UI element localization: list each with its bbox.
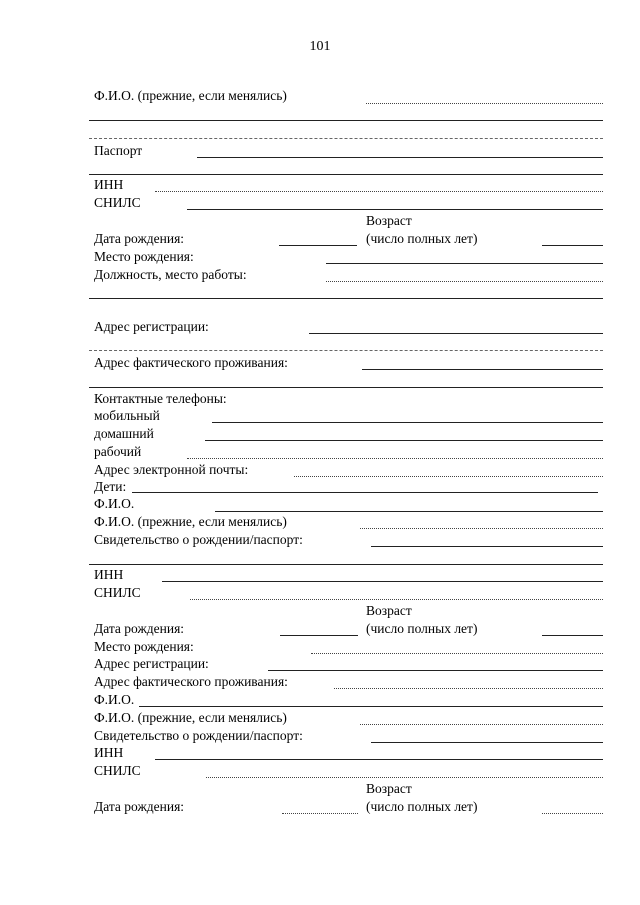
field-child1-age[interactable] [542, 635, 603, 636]
label-email: Адрес электронной почты: [94, 462, 249, 477]
label-child1-reg-address: Адрес регистрации: [94, 656, 209, 671]
field-child1-snils[interactable] [190, 599, 603, 600]
field-actual-address[interactable] [362, 369, 603, 370]
label-child2-full-years: (число полных лет) [366, 799, 478, 814]
field-age[interactable] [542, 245, 603, 246]
field-passport[interactable] [197, 157, 603, 158]
label-child1-fio-previous: Ф.И.О. (прежние, если менялись) [94, 514, 287, 529]
field-position-work-line2[interactable] [89, 298, 603, 299]
field-email[interactable] [294, 476, 603, 477]
label-reg-address: Адрес регистрации: [94, 319, 209, 334]
label-child1-snils: СНИЛС [94, 585, 141, 600]
field-fio-previous-line2[interactable] [89, 120, 603, 121]
field-child1-inn[interactable] [162, 581, 603, 582]
label-child1-fio: Ф.И.О. [94, 496, 135, 511]
page-number: 101 [309, 39, 331, 54]
field-child2-fio-previous[interactable] [360, 724, 603, 725]
label-full-years: (число полных лет) [366, 231, 478, 246]
field-child1-fio[interactable] [215, 511, 603, 512]
field-child1-fio-previous[interactable] [360, 528, 603, 529]
field-child1-birth-date[interactable] [280, 635, 358, 636]
label-child2-birth-cert: Свидетельство о рождении/паспорт: [94, 728, 303, 743]
label-child2-fio-previous: Ф.И.О. (прежние, если менялись) [94, 710, 287, 725]
label-contact-phones: Контактные телефоны: [94, 391, 227, 406]
field-work[interactable] [187, 458, 603, 459]
label-age: Возраст [366, 213, 412, 228]
label-child2-birth-date: Дата рождения: [94, 799, 185, 814]
field-child1-birth-cert[interactable] [371, 546, 603, 547]
field-passport-line2[interactable] [89, 174, 603, 175]
label-children: Дети: [94, 479, 127, 494]
label-mobile: мобильный [94, 408, 160, 423]
label-child1-age: Возраст [366, 603, 412, 618]
label-child1-birth-place: Место рождения: [94, 639, 194, 654]
field-birth-date[interactable] [279, 245, 357, 246]
field-child2-snils[interactable] [206, 777, 603, 778]
field-reg-address[interactable] [309, 333, 603, 334]
label-child2-fio: Ф.И.О. [94, 692, 135, 707]
label-child2-inn: ИНН [94, 745, 124, 760]
field-child1-birth-cert-line2[interactable] [89, 564, 603, 565]
field-actual-address-line2[interactable] [89, 387, 603, 388]
field-reg-address-line2[interactable] [89, 350, 603, 351]
field-child2-fio[interactable] [139, 706, 603, 707]
label-inn: ИНН [94, 177, 124, 192]
label-work: рабочий [94, 444, 142, 459]
field-child1-birth-place[interactable] [311, 653, 603, 654]
field-child2-age[interactable] [542, 813, 603, 814]
label-child1-inn: ИНН [94, 567, 124, 582]
field-inn[interactable] [155, 191, 603, 192]
label-child1-birth-date: Дата рождения: [94, 621, 185, 636]
label-child2-snils: СНИЛС [94, 763, 141, 778]
field-child1-actual-address[interactable] [334, 688, 603, 689]
field-position-work[interactable] [326, 281, 603, 282]
label-passport: Паспорт [94, 143, 143, 158]
field-mobile[interactable] [212, 422, 603, 423]
label-child1-actual-address: Адрес фактического проживания: [94, 674, 288, 689]
field-child2-birth-cert[interactable] [371, 742, 603, 743]
label-position-work: Должность, место работы: [94, 267, 247, 282]
label-birth-place: Место рождения: [94, 249, 194, 264]
label-child2-age: Возраст [366, 781, 412, 796]
label-birth-date: Дата рождения: [94, 231, 185, 246]
label-snils: СНИЛС [94, 195, 141, 210]
field-child2-inn[interactable] [155, 759, 603, 760]
field-child2-birth-date[interactable] [282, 813, 358, 814]
label-child1-full-years: (число полных лет) [366, 621, 478, 636]
divider [89, 138, 603, 139]
field-children[interactable] [132, 492, 598, 493]
field-birth-place[interactable] [326, 263, 603, 264]
field-home[interactable] [205, 440, 603, 441]
field-snils[interactable] [187, 209, 603, 210]
field-fio-previous[interactable] [366, 103, 603, 104]
label-actual-address: Адрес фактического проживания: [94, 355, 288, 370]
label-home: домашний [94, 426, 154, 441]
label-fio-previous: Ф.И.О. (прежние, если менялись) [94, 88, 287, 103]
label-child1-birth-cert: Свидетельство о рождении/паспорт: [94, 532, 303, 547]
field-child1-reg-address[interactable] [268, 670, 603, 671]
